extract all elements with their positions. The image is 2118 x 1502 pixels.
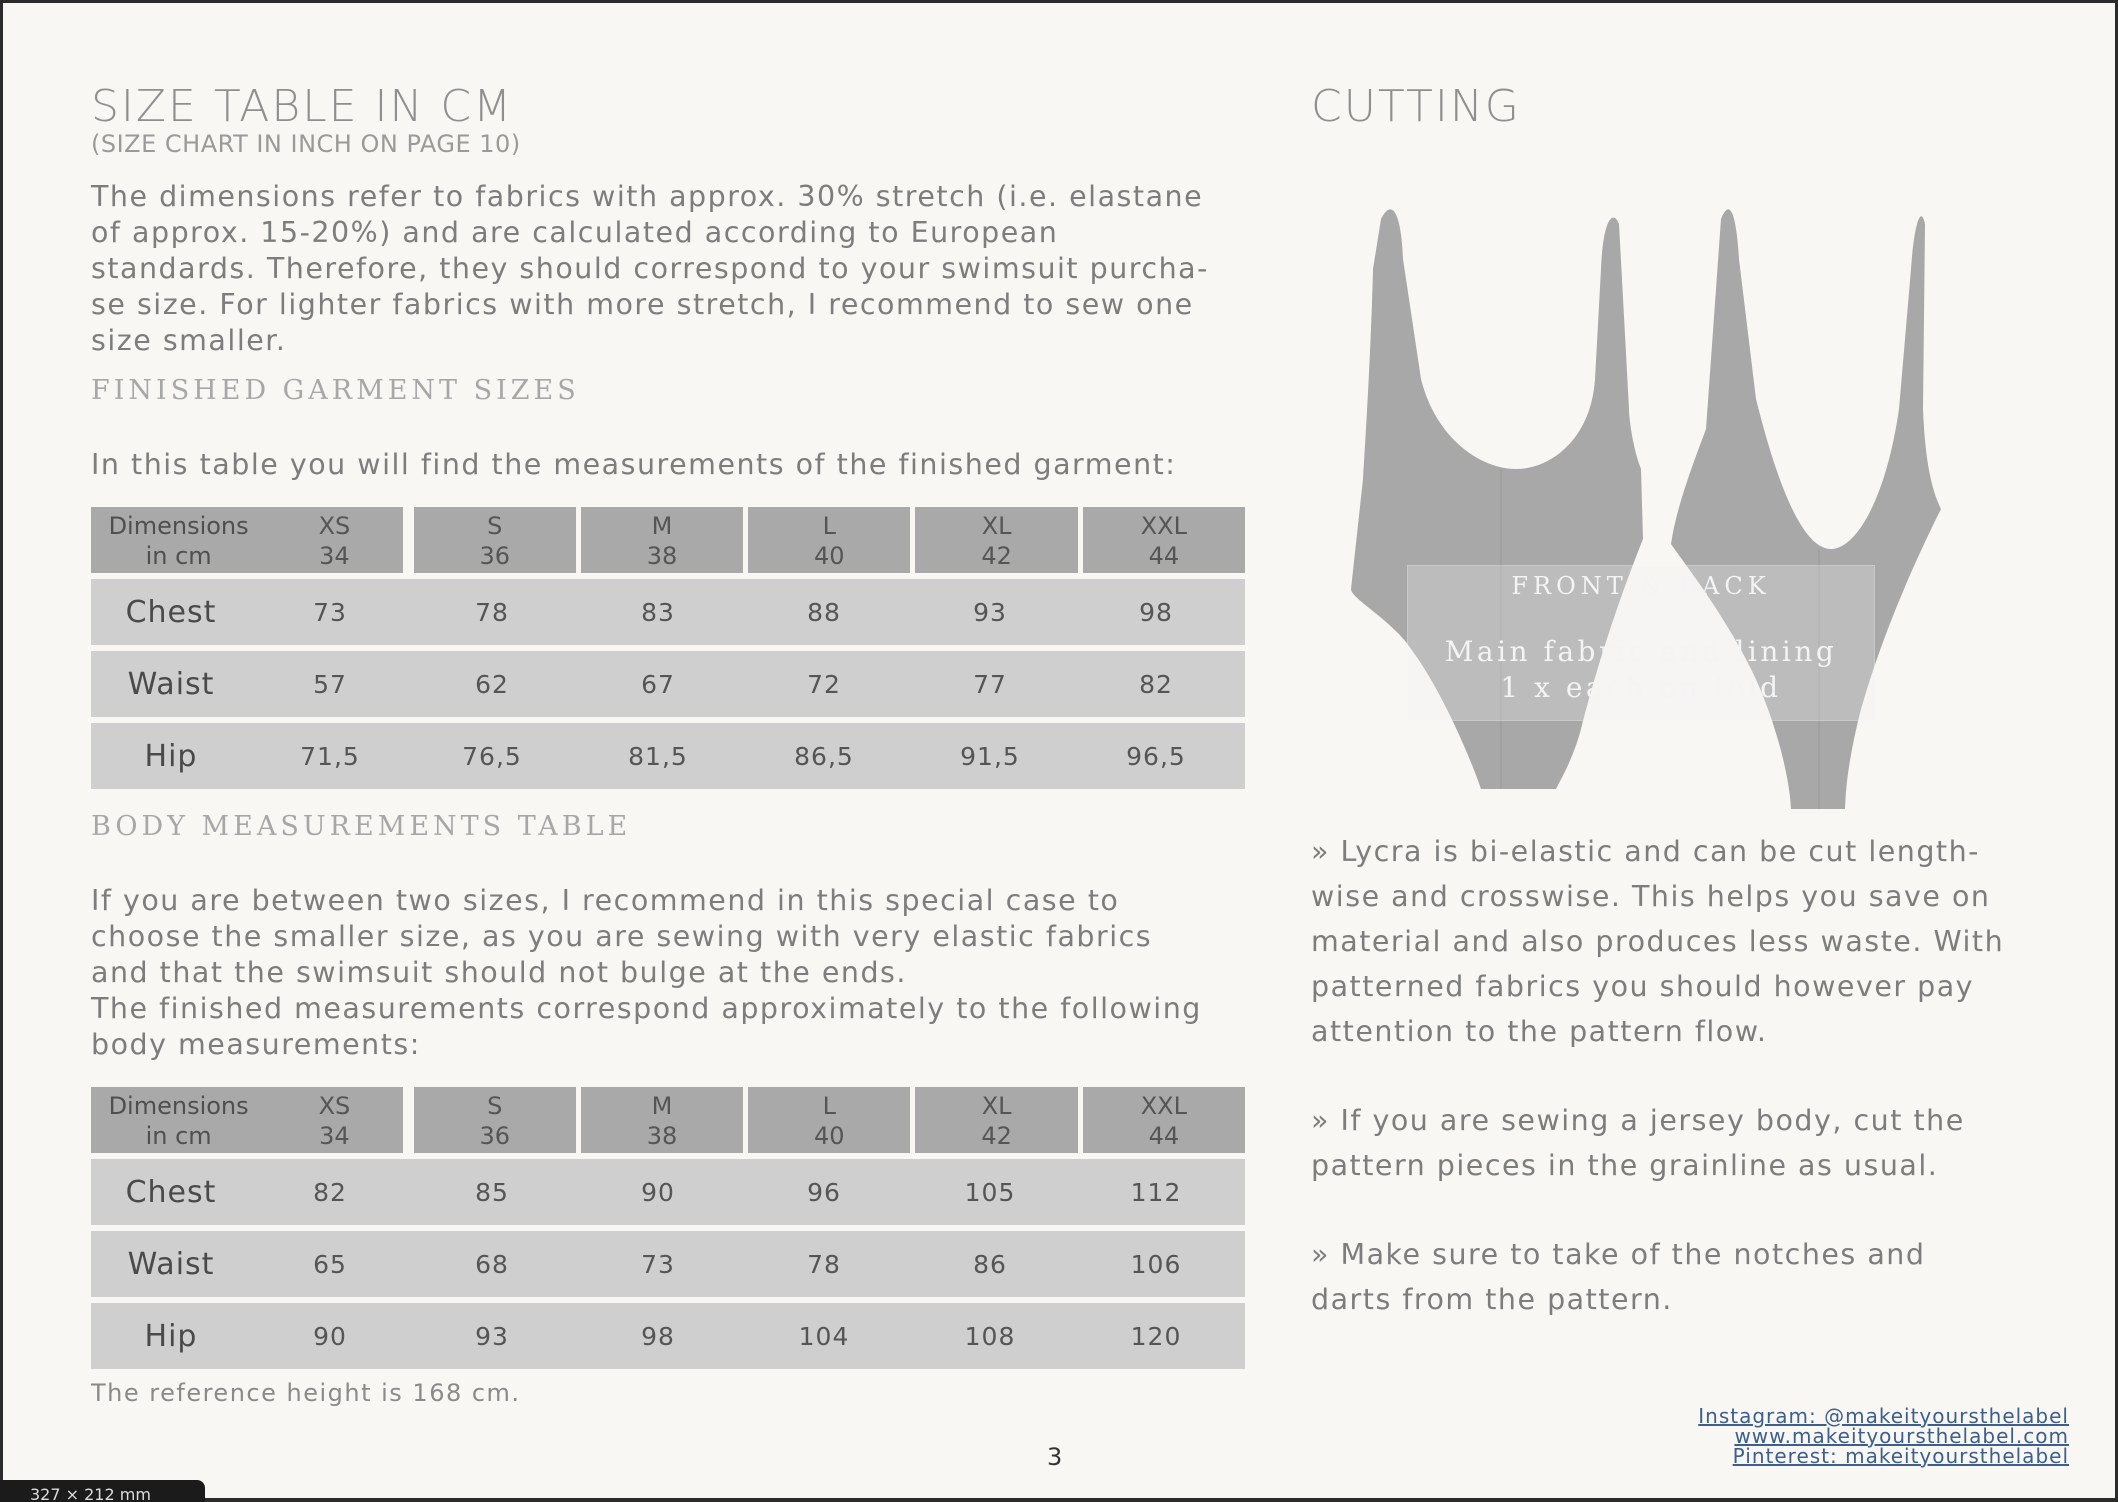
size-header-xs [266,507,402,573]
dimensions-header [91,1087,266,1153]
pattern-label-box [1407,565,1875,721]
size-number: 42 [981,542,1012,570]
table-row-waist [91,651,1245,717]
swimsuit-pattern-icon [1311,169,1951,819]
size-number: 34 [319,1122,350,1150]
dimensions-label: Dimensions [108,1092,249,1120]
table-cell: 76,5 [462,741,522,771]
row-label: Hip [144,738,198,774]
table-cell: 112 [1130,1177,1182,1207]
website-link[interactable]: www.makeityoursthelabel.com [1734,1424,2069,1448]
tip-jersey [1311,1098,2051,1188]
table-cell: 120 [1130,1321,1182,1351]
size-name: M [651,512,673,540]
size-number: 36 [479,542,511,570]
table-row-waist [91,1231,1245,1297]
table-cell: 72 [807,669,841,699]
row-label: Waist [127,1246,215,1282]
table-cell: 90 [313,1321,347,1351]
size-number: 42 [981,1122,1012,1150]
size-header-xxl [1083,1087,1245,1153]
table-cell: 73 [313,597,347,627]
dimensions-unit: in cm [145,1122,212,1150]
pattern-label-line: 1 x each on fold [1500,671,1782,704]
body-measurements-table [91,1087,1245,1369]
table-cell: 82 [313,1177,347,1207]
intro-paragraph [91,179,1251,359]
body-intro-line: The finished measurements correspond approximately to the following [91,992,1202,1025]
table-row-hip [91,723,1245,789]
body-intro-paragraph [91,883,1251,1063]
table-cell: 96 [807,1177,841,1207]
size-number: 36 [479,1122,511,1150]
table-row-hip [91,1303,1245,1369]
table-cell: 85 [475,1177,509,1207]
page-number: 3 [1047,1443,1063,1471]
tip-line: material and also produces less waste. With [1311,925,2005,958]
dimensions-unit: in cm [145,542,212,570]
reference-height-note: The reference height is 168 cm. [91,1379,521,1407]
tip-line: patterned fabrics you should however pay [1311,970,1975,1003]
body-intro-line: body measurements: [91,1028,421,1061]
size-header-xl [915,1087,1077,1153]
body-intro-line: and that the swimsuit should not bulge at the ends. [91,956,907,989]
size-table-title: SIZE TABLE IN CM [91,81,514,132]
table-header [91,1087,1245,1153]
table-cell: 77 [973,669,1007,699]
table-cell: 90 [641,1177,675,1207]
body-intro-line: If you are between two sizes, I recommend in this special case to [91,884,1120,917]
row-label: Hip [144,1318,198,1354]
size-name: XL [981,1092,1012,1120]
size-name: XXL [1140,512,1187,540]
tip-notches [1311,1232,2051,1322]
document-page [3,3,2115,1498]
table-cell: 96,5 [1126,741,1186,771]
table-cell: 88 [807,597,841,627]
table-cell: 83 [641,597,675,627]
table-cell: 108 [964,1321,1016,1351]
tip-line: attention to the pattern flow. [1311,1015,1768,1048]
size-name: XS [318,1092,351,1120]
size-name: XL [981,512,1012,540]
size-header-s [414,507,576,573]
size-number: 40 [814,1122,845,1150]
cutting-title: CUTTING [1311,81,1521,132]
pattern-label-line: Main fabric and lining [1444,635,1838,668]
dimensions-header [91,507,266,573]
dimensions-label: Dimensions [108,512,249,540]
tip-line: » Make sure to take of the notches and [1311,1238,1926,1271]
size-number: 44 [1148,542,1180,570]
table-cell: 86 [973,1249,1007,1279]
size-number: 38 [646,542,678,570]
table-header [91,507,1245,573]
tip-line: wise and crosswise. This helps you save on [1311,880,1991,913]
viewer-size-tag: 327 × 212 mm [0,1480,205,1502]
row-label: Chest [125,594,217,630]
size-header-l [748,1087,910,1153]
finished-garment-intro: In this table you will find the measurements of the finished garment: [91,448,1177,481]
table-cell: 68 [475,1249,509,1279]
intro-line: se size. For lighter fabrics with more stretch, I recommend to sew one [91,288,1194,321]
tip-line: » If you are sewing a jersey body, cut the [1311,1104,1965,1137]
table-cell: 81,5 [628,741,688,771]
size-header-xs [266,1087,402,1153]
pinterest-link[interactable]: Pinterest: makeityoursthelabel [1732,1444,2069,1468]
table-cell: 65 [313,1249,347,1279]
body-intro-line: choose the smaller size, as you are sewing with very elastic fabrics [91,920,1153,953]
row-label: Waist [127,666,215,702]
size-name: XXL [1140,1092,1187,1120]
size-table-column [91,83,1251,1407]
table-cell: 73 [641,1249,675,1279]
table-cell: 78 [475,597,509,627]
size-name: S [487,512,503,540]
row-label: Chest [125,1174,217,1210]
size-header-m [581,1087,743,1153]
finished-garment-heading: FINISHED GARMENT SIZES [91,375,580,406]
table-cell: 98 [1139,597,1173,627]
body-measurements-heading: BODY MEASUREMENTS TABLE [91,811,632,842]
cutting-tips [1311,829,2051,1322]
tip-line: darts from the pattern. [1311,1283,1673,1316]
intro-line: The dimensions refer to fabrics with approx. 30% stretch (i.e. elastane [91,180,1204,213]
table-cell: 62 [475,669,509,699]
table-cell: 106 [1130,1249,1182,1279]
tip-line: » Lycra is bi-elastic and can be cut length- [1311,835,1980,868]
size-name: M [651,1092,673,1120]
size-table-subtitle: (SIZE CHART IN INCH ON PAGE 10) [91,130,521,158]
size-header-xl [915,507,1077,573]
table-cell: 71,5 [300,741,360,771]
size-header-s [414,1087,576,1153]
intro-line: size smaller. [91,324,287,357]
pattern-label-text [1408,634,1874,706]
cutting-column [1311,83,2051,1366]
finished-garment-table [91,507,1245,789]
size-number: 38 [646,1122,678,1150]
table-row-chest [91,1159,1245,1225]
intro-line: of approx. 15-20%) and are calculated according to European [91,216,1059,249]
pattern-illustration [1311,169,1951,819]
table-cell: 98 [641,1321,675,1351]
size-name: XS [318,512,351,540]
table-cell: 86,5 [794,741,854,771]
intro-line: standards. Therefore, they should correspond to your swimsuit purcha- [91,252,1209,285]
table-cell: 67 [641,669,675,699]
table-cell: 82 [1139,669,1173,699]
size-number: 34 [319,542,350,570]
social-links [1698,1406,2069,1466]
size-header-xxl [1083,507,1245,573]
table-cell: 104 [798,1321,850,1351]
table-row-chest [91,579,1245,645]
size-name: S [487,1092,503,1120]
instagram-link[interactable]: Instagram: @makeityoursthelabel [1698,1404,2069,1428]
table-cell: 78 [807,1249,841,1279]
size-name: L [822,512,836,540]
size-name: L [822,1092,836,1120]
size-number: 44 [1148,1122,1180,1150]
size-header-l [748,507,910,573]
tip-lycra [1311,829,2051,1054]
table-cell: 105 [964,1177,1016,1207]
tip-line: pattern pieces in the grainline as usual. [1311,1149,1939,1182]
table-cell: 91,5 [960,741,1020,771]
pattern-label-title: FRONT & BACK [1511,572,1771,600]
table-cell: 93 [475,1321,509,1351]
table-cell: 93 [973,597,1007,627]
size-header-m [581,507,743,573]
table-cell: 57 [313,669,347,699]
size-number: 40 [814,542,845,570]
